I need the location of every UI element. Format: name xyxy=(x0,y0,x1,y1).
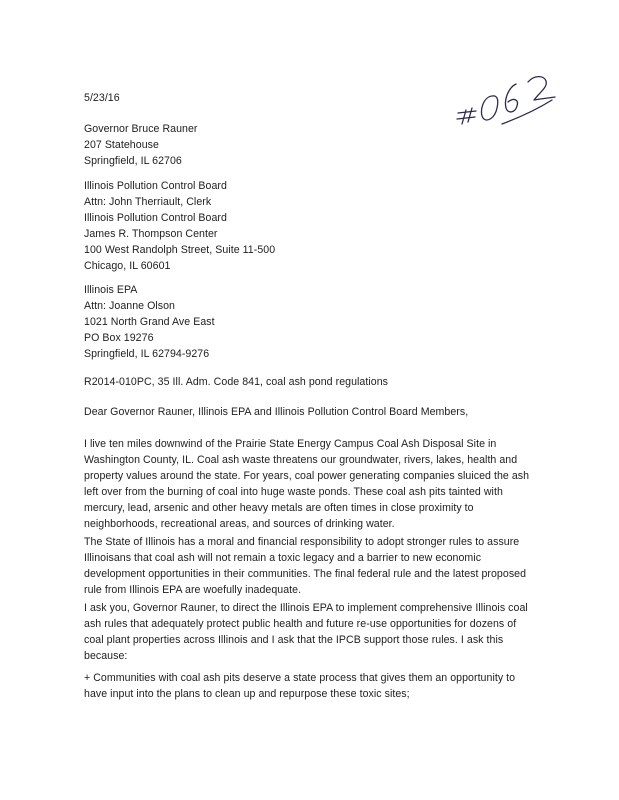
address-line: 100 West Randolph Street, Suite 11-500 xyxy=(84,244,276,256)
body-paragraph-1 xyxy=(84,436,554,532)
address-line: Springfield, IL 62706 xyxy=(84,155,182,167)
paragraph-line: have input into the plans to clean up and repurpose these toxic sites; xyxy=(84,688,410,700)
paragraph-line: development opportunities in their communities. The final federal rule and the latest proposed xyxy=(84,568,527,580)
address-line: Illinois EPA xyxy=(84,284,138,296)
address-line: 207 Statehouse xyxy=(84,139,159,151)
paragraph-line: property values around the state. For years, coal power generating companies sluiced the ash xyxy=(84,470,530,482)
body-paragraph-3 xyxy=(84,600,554,664)
recipient-illinois-epa xyxy=(84,282,554,362)
paragraph-line: ash rules that adequately protect public health and future re-use opportunities for dozens of xyxy=(84,618,517,630)
paragraph-line: Washington County, IL. Coal ash waste threatens our groundwater, rivers, lakes, health and xyxy=(84,454,518,466)
address-line: Chicago, IL 60601 xyxy=(84,260,171,272)
paragraph-line: rule from Illinois EPA are woefully inadequate. xyxy=(84,584,302,596)
paragraph-line: + Communities with coal ash pits deserve a state process that gives them an opportunity to xyxy=(84,672,516,684)
address-line: James R. Thompson Center xyxy=(84,228,218,240)
address-line: Attn: Joanne Olson xyxy=(84,300,176,312)
body-paragraph-4 xyxy=(84,670,554,702)
date-text: 5/23/16 xyxy=(84,92,120,104)
subject-text: R2014-010PC, 35 Ill. Adm. Code 841, coal ash pond regulations xyxy=(84,376,388,388)
paragraph-line: Illinoisans that coal ash will not remain a toxic legacy and a barrier to new economic xyxy=(84,552,482,564)
recipient-pollution-control-board xyxy=(84,178,554,274)
salutation-text: Dear Governor Rauner, Illinois EPA and Illinois Pollution Control Board Members, xyxy=(84,406,469,418)
address-line: Attn: John Therriault, Clerk xyxy=(84,196,212,208)
paragraph-line: left over from the burning of coal into huge waste ponds. These coal ash pits tainted with xyxy=(84,486,503,498)
address-line: Governor Bruce Rauner xyxy=(84,123,198,135)
address-line: PO Box 19276 xyxy=(84,332,154,344)
address-line: 1021 North Grand Ave East xyxy=(84,316,215,328)
address-line: Illinois Pollution Control Board xyxy=(84,180,227,192)
address-line: Springfield, IL 62794-9276 xyxy=(84,348,210,360)
address-line: Illinois Pollution Control Board xyxy=(84,212,227,224)
paragraph-line: I ask you, Governor Rauner, to direct the Illinois EPA to implement comprehensive Illinois coal xyxy=(84,602,528,614)
salutation xyxy=(84,404,554,420)
date xyxy=(84,90,554,106)
recipient-governor xyxy=(84,121,554,169)
paragraph-line: neighborhoods, recreational areas, and sources of drinking water. xyxy=(84,518,395,530)
body-paragraph-2 xyxy=(84,534,554,598)
paragraph-line: because: xyxy=(84,650,128,662)
paragraph-line: I live ten miles downwind of the Prairie State Energy Campus Coal Ash Disposal Site in xyxy=(84,438,497,450)
paragraph-line: The State of Illinois has a moral and financial responsibility to adopt stronger rules to assure xyxy=(84,536,520,548)
paragraph-line: mercury, lead, arsenic and other heavy metals are often times in close proximity to xyxy=(84,502,474,514)
subject-line xyxy=(84,374,554,390)
paragraph-line: coal plant properties across Illinois and I ask that the IPCB support those rules. I ask this xyxy=(84,634,504,646)
